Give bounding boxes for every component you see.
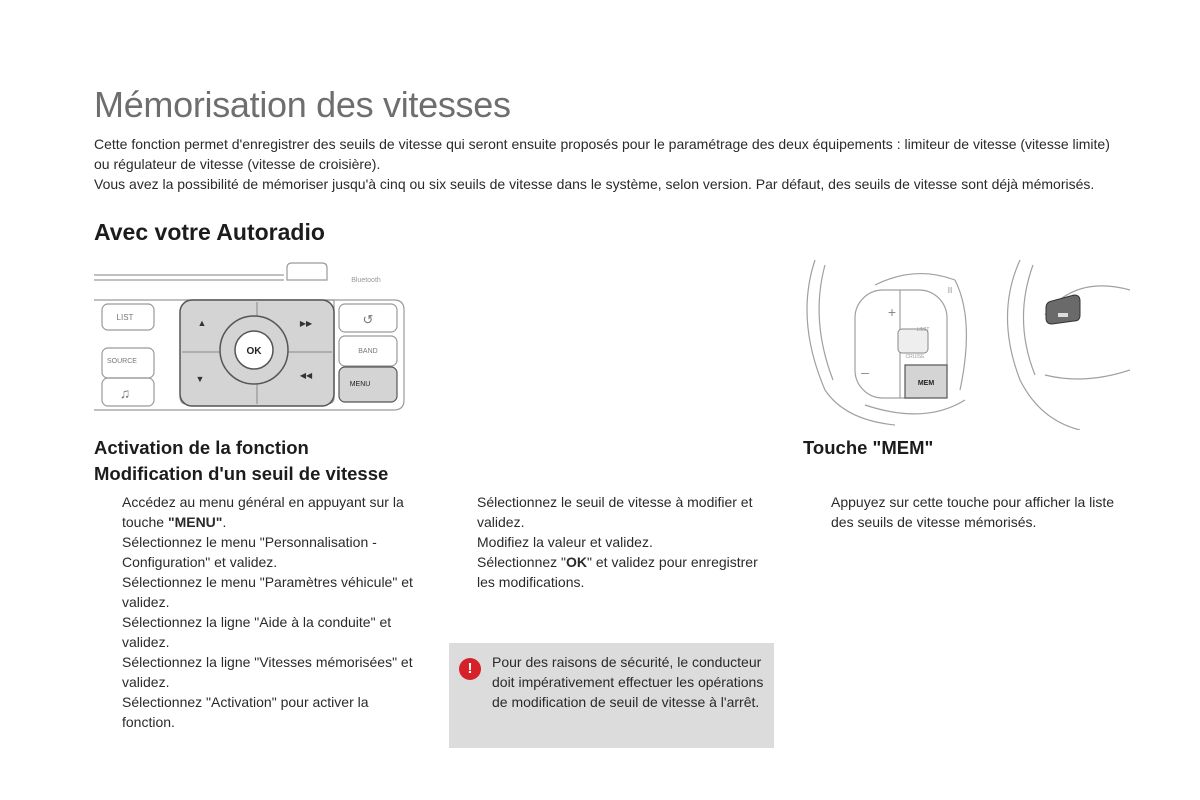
list-item: Sélectionnez le menu "Personnalisation - Configuration" et validez.: [122, 534, 377, 570]
list-item: Sélectionnez le menu "Paramètres véhicule" et validez.: [122, 574, 413, 610]
ok-button[interactable]: OK: [246, 346, 262, 357]
source-button[interactable]: SOURCE: [107, 358, 137, 365]
list-item: Sélectionnez "Activation" pour activer la fonction.: [122, 694, 369, 730]
mem-heading: Touche "MEM": [803, 437, 934, 458]
autoradio-illustration: [94, 262, 424, 412]
bluetooth-icon: Bluetooth: [351, 277, 381, 284]
mem-button[interactable]: MEM: [917, 380, 935, 387]
list-item: Sélectionnez le seuil de vitesse à modifier et validez.: [477, 494, 753, 530]
warning-text: Pour des raisons de sécurité, le conducteur doit impérativement effectuer les opérations de modification de seuil de vitesse à l'arrêt.: [492, 654, 764, 710]
column3-list: [803, 492, 1123, 532]
page-title: Mémorisation des vitesses: [94, 84, 511, 125]
column1-heading: [94, 435, 388, 487]
list-item: Accédez au menu général en appuyant sur la touche "MENU".: [122, 494, 404, 530]
minus-button[interactable]: –: [861, 364, 869, 380]
back-icon: ↺: [362, 312, 374, 327]
heading-activation: Activation de la fonction: [94, 437, 309, 458]
plus-button[interactable]: +: [887, 304, 897, 320]
pause-button[interactable]: II: [947, 286, 953, 295]
limit-label: LIMIT: [916, 327, 930, 333]
list-item: Sélectionnez la ligne "Aide à la conduite" et validez.: [122, 614, 392, 650]
intro-paragraph-1: Cette fonction permet d'enregistrer des seuils de vitesse qui seront ensuite proposés pour le paramétrage des deux équipements : limiteur de vitesse (vitesse limite) ou régulateur de vitesse (vitesse de croisière).: [94, 136, 1110, 172]
list-button[interactable]: LIST: [116, 313, 134, 322]
steering-wheel-illustration: [805, 255, 1130, 430]
down-arrow-icon: ▼: [195, 374, 205, 384]
heading-modification: Modification d'un seuil de vitesse: [94, 463, 389, 484]
intro-text: [94, 134, 1124, 194]
menu-button[interactable]: MENU: [349, 381, 371, 388]
list-item: Appuyez sur cette touche pour afficher la liste des seuils de vitesse mémorisés.: [831, 494, 1115, 530]
forward-icon: ▶▶: [299, 319, 313, 328]
safety-warning-box: [449, 643, 774, 748]
column1-list: [94, 492, 424, 732]
rewind-icon: ◀◀: [299, 371, 313, 380]
column2-list: [449, 492, 774, 592]
music-icon: ♫: [119, 385, 131, 401]
intro-paragraph-2: Vous avez la possibilité de mémoriser jusqu'à cinq ou six seuils de vitesse dans le système, selon version. Par défaut, des seuils de vitesse sont déjà mémorisés.: [94, 176, 1095, 192]
warning-icon: !: [459, 658, 481, 680]
cruise-label: CRUISE: [905, 354, 925, 360]
list-item: Sélectionnez "OK" et validez pour enregistrer les modifications.: [477, 554, 758, 590]
list-item: Sélectionnez la ligne "Vitesses mémorisées" et validez.: [122, 654, 413, 690]
section-title: Avec votre Autoradio: [94, 219, 325, 245]
up-arrow-icon: ▲: [197, 318, 207, 328]
list-item: Modifiez la valeur et validez.: [477, 534, 653, 550]
band-button[interactable]: BAND: [358, 348, 378, 355]
